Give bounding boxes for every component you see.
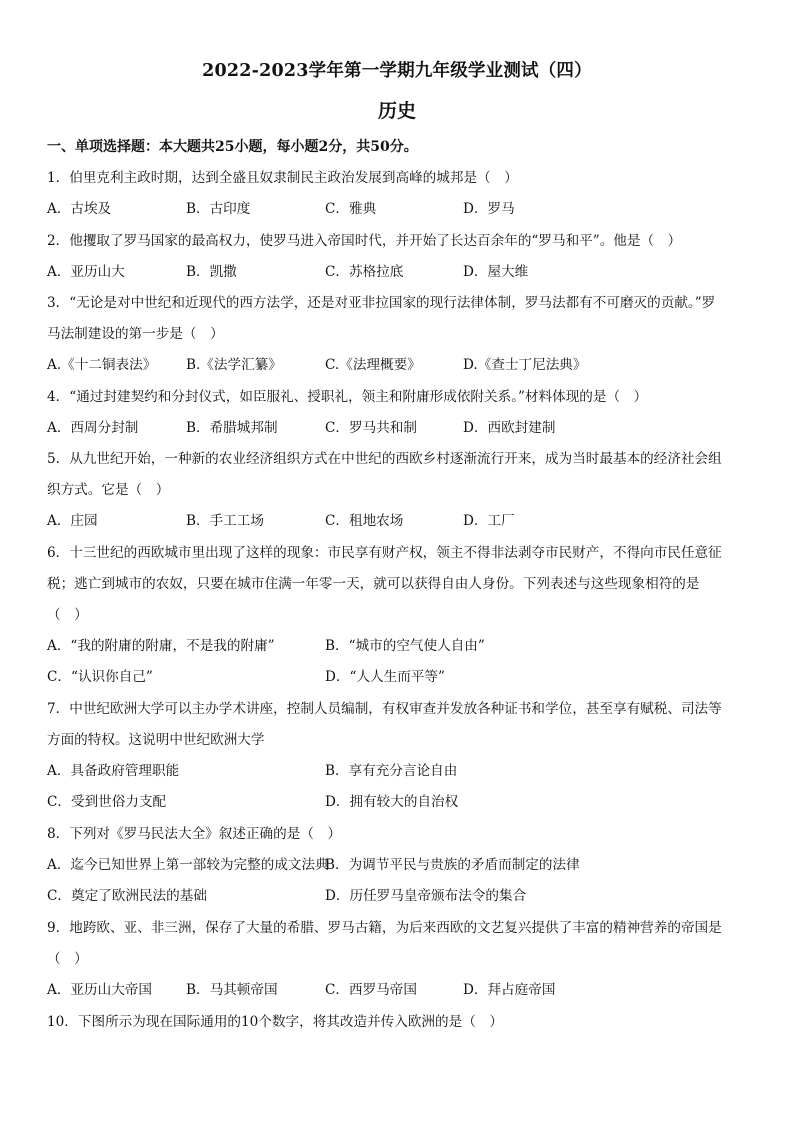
question-3-text-line2: 马法制建设的第一步是（ ） (47, 326, 224, 342)
option-a[interactable]: A．迄今已知世界上第一部较为完整的成文法典 (47, 857, 329, 873)
option-b[interactable]: B．希腊城邦制 (186, 420, 278, 436)
question-7-options-row1 (47, 762, 767, 780)
option-c[interactable]: C．受到世俗力支配 (47, 794, 167, 810)
question-6-options-row2 (47, 668, 767, 686)
option-d[interactable]: D．历任罗马皇帝颁布法令的集合 (325, 888, 527, 904)
question-2-text: 2．他攫取了罗马国家的最高权力，使罗马进入帝国时代，并开始了长达百余年的“罗马和平”。他是（ ） (47, 233, 682, 249)
question-7-text-line1: 7．中世纪欧洲大学可以主办学术讲座，控制人员编制，有权审查并发放各种证书和学位，甚至享有赋税、司法等 (47, 701, 722, 717)
option-c[interactable]: C．罗马共和制 (325, 420, 417, 436)
option-d[interactable]: D．西欧封建制 (463, 420, 556, 436)
option-a[interactable]: A．庄园 (47, 513, 98, 529)
question-3-options (47, 356, 767, 374)
option-c[interactable]: C．奠定了欧洲民法的基础 (47, 888, 207, 904)
question-5-text-line1: 5．从九世纪开始，一种新的农业经济组织方式在中世纪的西欧乡村逐渐流行开来，成为当时最基本的经济社会组 (47, 451, 722, 467)
question-8-options-row2 (47, 887, 767, 905)
option-d[interactable]: D．拜占庭帝国 (463, 982, 556, 998)
option-c[interactable]: C．租地农场 (325, 513, 404, 529)
option-d[interactable]: D．“人人生而平等” (325, 669, 445, 685)
option-d[interactable]: D．屋大维 (463, 264, 529, 280)
question-7-text-line2: 方面的特权。这说明中世纪欧洲大学 (47, 732, 265, 748)
question-8-text: 8．下列对《罗马民法大全》叙述正确的是（ ） (47, 826, 342, 842)
option-a[interactable]: A．具备政府管理职能 (47, 763, 180, 779)
question-2-options (47, 263, 767, 281)
subject-title: 历史 (377, 100, 416, 122)
question-10-text: 10．下图所示为现在国际通用的10个数字，将其改造并传入欧洲的是（ ） (47, 1014, 503, 1030)
option-c[interactable]: C．雅典 (325, 201, 377, 217)
question-1-options (47, 200, 767, 218)
question-9-options (47, 981, 767, 999)
option-a[interactable]: A．“我的附庸的附庸，不是我的附庸” (47, 638, 275, 654)
question-6-text-line1: 6．十三世纪的西欧城市里出现了这样的现象：市民享有财产权，领主不得非法剥夺市民财产，不得向市民任意征 (47, 545, 722, 561)
option-c[interactable]: C．西罗马帝国 (325, 982, 417, 998)
option-a[interactable]: A．西周分封制 (47, 420, 139, 436)
option-b[interactable]: B．凯撒 (186, 264, 237, 280)
option-c[interactable]: C.《法理概要》 (325, 357, 421, 373)
option-b[interactable]: B．为调节平民与贵族的矛盾而制定的法律 (325, 857, 580, 873)
option-a[interactable]: A．亚历山大 (47, 264, 125, 280)
option-b[interactable]: B．享有充分言论自由 (325, 763, 458, 779)
question-6-text-line2: 税；逃亡到城市的农奴，只要在城市住满一年零一天，就可以获得自由人身份。下列表述与这些现象相符的是 (47, 576, 700, 592)
option-d[interactable]: D．拥有较大的自治权 (325, 794, 459, 810)
option-b[interactable]: B．马其顿帝国 (186, 982, 278, 998)
question-4-options (47, 419, 767, 437)
option-b[interactable]: B．古印度 (186, 201, 251, 217)
option-d[interactable]: D.《查士丁尼法典》 (463, 357, 587, 373)
question-3-text-line1: 3．“无论是对中世纪和近现代的西方法学，还是对亚非拉国家的现行法律体制，罗马法都有不可磨灭的贡献。”罗 (47, 295, 716, 311)
option-c[interactable]: C．“认识你自己” (47, 669, 153, 685)
option-d[interactable]: D．罗马 (463, 201, 515, 217)
option-b[interactable]: B.《法学汇纂》 (186, 357, 282, 373)
question-1-text: 1．伯里克利主政时期，达到全盛且奴隶制民主政治发展到高峰的城邦是（ ） (47, 170, 518, 186)
question-9-text-line1: 9．地跨欧、亚、非三洲，保存了大量的希腊、罗马古籍，为后来西欧的文艺复兴提供了丰富的精神营养的帝国是 (47, 920, 722, 936)
exam-title: 2022-2023学年第一学期九年级学业测试（四） (202, 61, 592, 81)
option-b[interactable]: B．“城市的空气使人自由” (325, 638, 485, 654)
question-8-options-row1 (47, 856, 767, 874)
question-5-options (47, 512, 767, 530)
option-a[interactable]: A．古埃及 (47, 201, 112, 217)
question-9-text-line2: （ ） (47, 951, 88, 967)
question-7-options-row2 (47, 793, 767, 811)
option-a[interactable]: A.《十二铜表法》 (47, 357, 157, 373)
question-4-text: 4．“通过封建契约和分封仪式，如臣服礼、授职礼，领主和附庸形成依附关系。”材料体现的是（ ） (47, 389, 648, 405)
section-heading: 一、单项选择题：本大题共25小题，每小题2分，共50分。 (47, 139, 418, 155)
option-a[interactable]: A．亚历山大帝国 (47, 982, 152, 998)
question-6-options-row1 (47, 637, 767, 655)
option-c[interactable]: C．苏格拉底 (325, 264, 404, 280)
option-d[interactable]: D．工厂 (463, 513, 515, 529)
question-6-text-line3: （ ） (47, 607, 88, 623)
question-5-text-line2: 织方式。它是（ ） (47, 482, 170, 498)
option-b[interactable]: B．手工工场 (186, 513, 264, 529)
